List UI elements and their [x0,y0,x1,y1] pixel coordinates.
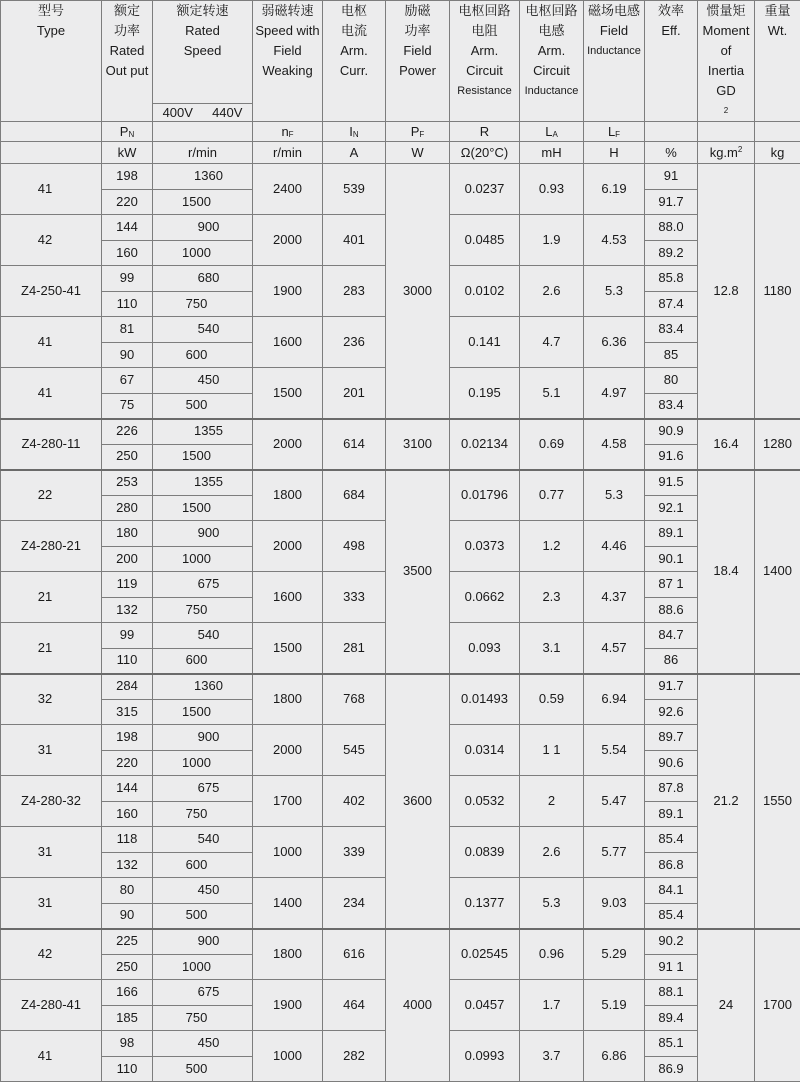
col-field-inductance-header: 磁场电感 Field Inductance [584,1,645,122]
rated-power-cell: 90 [102,342,153,368]
rated-speed-cell: 1355 [153,419,253,445]
rated-power-cell: 220 [102,750,153,776]
field-inductance-cell: 4.53 [584,215,645,266]
sym-resistance: R [450,122,520,142]
col-speed-header: 额定转速 Rated Speed [153,1,253,104]
table-row [1,470,800,496]
efficiency-cell: 85.8 [645,266,698,292]
arm-inductance-cell: 0.77 [520,470,584,521]
arm-current-cell: 333 [323,572,386,623]
field-weak-speed-cell: 1800 [253,674,323,725]
sym-weight [755,122,800,142]
type-suffix-cell: 42 [1,215,102,266]
rated-speed-cell: 1000 [153,546,253,572]
rated-power-cell: 280 [102,495,153,521]
field-weak-speed-cell: 1500 [253,623,323,674]
rated-power-cell: 160 [102,240,153,266]
unit-resistance: Ω(20°C) [450,142,520,164]
field-weak-speed-cell: 1900 [253,980,323,1031]
arm-current-cell: 282 [323,1031,386,1082]
arm-current-cell: 545 [323,725,386,776]
field-inductance-cell: 9.03 [584,878,645,929]
arm-current-cell: 401 [323,215,386,266]
efficiency-cell: 80 [645,368,698,394]
arm-inductance-cell: 2.6 [520,266,584,317]
rated-speed-cell: 1355 [153,470,253,496]
arm-current-cell: 339 [323,827,386,878]
resistance-cell: 0.0662 [450,572,520,623]
arm-current-cell: 768 [323,674,386,725]
sym-field-inductance: LF [584,122,645,142]
arm-current-cell: 684 [323,470,386,521]
rated-power-cell: 98 [102,1031,153,1057]
field-inductance-cell: 5.3 [584,470,645,521]
field-weak-speed-cell: 1000 [253,827,323,878]
resistance-cell: 0.02545 [450,929,520,980]
unit-power: kW [102,142,153,164]
arm-inductance-cell: 5.3 [520,878,584,929]
arm-current-cell: 201 [323,368,386,419]
field-weak-speed-cell: 1000 [253,1031,323,1082]
efficiency-cell: 88.0 [645,215,698,241]
resistance-cell: 0.141 [450,317,520,368]
arm-current-cell: 236 [323,317,386,368]
rated-speed-cell: 1000 [153,750,253,776]
resistance-cell: 0.0314 [450,725,520,776]
type-suffix-cell: 22 [1,470,102,521]
rated-speed-cell: 675 [153,776,253,802]
resistance-cell: 0.02134 [450,419,520,470]
sym-type [1,122,102,142]
model-cell: Z4-250-41 [1,266,102,317]
field-power-cell: 4000 [386,929,450,1082]
rated-speed-cell: 750 [153,1005,253,1031]
rated-power-cell: 144 [102,215,153,241]
rated-power-cell: 144 [102,776,153,802]
efficiency-cell: 85 [645,342,698,368]
unit-field-weak: r/min [253,142,323,164]
rated-speed-cell: 900 [153,521,253,547]
table-body [1,164,800,1082]
efficiency-cell: 90.6 [645,750,698,776]
table-header [1,1,800,164]
rated-power-cell: 132 [102,597,153,623]
resistance-cell: 0.0373 [450,521,520,572]
resistance-cell: 0.0839 [450,827,520,878]
model-cell: Z4-280-32 [1,776,102,827]
type-suffix-cell: 41 [1,368,102,419]
rated-speed-cell: 750 [153,597,253,623]
field-weak-speed-cell: 1600 [253,317,323,368]
col-weight-header: 重量 Wt. [755,1,800,122]
rated-power-cell: 67 [102,368,153,394]
field-weak-speed-cell: 1800 [253,470,323,521]
field-inductance-cell: 4.37 [584,572,645,623]
rated-power-cell: 118 [102,827,153,853]
voltage-400v-label: 400V [163,105,193,121]
efficiency-cell: 89.1 [645,521,698,547]
rated-power-cell: 110 [102,1056,153,1082]
field-power-cell: 3500 [386,470,450,674]
field-inductance-cell: 4.58 [584,419,645,470]
rated-speed-cell: 600 [153,648,253,674]
field-weak-speed-cell: 1700 [253,776,323,827]
sym-efficiency [645,122,698,142]
arm-inductance-cell: 1.9 [520,215,584,266]
model-cell: Z4-280-21 [1,521,102,572]
field-weak-speed-cell: 2000 [253,215,323,266]
unit-field-power: W [386,142,450,164]
arm-inductance-cell: 3.7 [520,1031,584,1082]
model-cell: Z4-280-41 [1,980,102,1031]
rated-speed-cell: 540 [153,827,253,853]
resistance-cell: 0.0102 [450,266,520,317]
rated-speed-cell: 600 [153,852,253,878]
efficiency-cell: 91.5 [645,470,698,496]
efficiency-cell: 84.7 [645,623,698,649]
arm-current-cell: 283 [323,266,386,317]
rated-power-cell: 99 [102,623,153,649]
arm-inductance-cell: 1.7 [520,980,584,1031]
rated-power-cell: 284 [102,674,153,700]
efficiency-cell: 83.4 [645,393,698,419]
rated-power-cell: 250 [102,444,153,470]
table-row [1,929,800,955]
type-suffix-cell: 32 [1,674,102,725]
rated-speed-cell: 900 [153,929,253,955]
col-power-header: 额定 功率 Rated Out put [102,1,153,122]
arm-current-cell: 498 [323,521,386,572]
resistance-cell: 0.195 [450,368,520,419]
field-weak-speed-cell: 2000 [253,521,323,572]
efficiency-cell: 88.1 [645,980,698,1006]
rated-power-cell: 200 [102,546,153,572]
efficiency-cell: 89.4 [645,1005,698,1031]
rated-speed-cell: 600 [153,342,253,368]
efficiency-cell: 92.1 [645,495,698,521]
type-suffix-cell: 41 [1,164,102,215]
rated-power-cell: 110 [102,648,153,674]
col-field-power-header: 励磁 功率 Field Power [386,1,450,122]
rated-speed-cell: 540 [153,623,253,649]
resistance-cell: 0.0457 [450,980,520,1031]
rated-speed-cell: 750 [153,801,253,827]
type-suffix-cell: 41 [1,1031,102,1082]
type-suffix-cell: 31 [1,827,102,878]
voltage-440v-label: 440V [212,105,242,121]
rated-power-cell: 81 [102,317,153,343]
resistance-cell: 0.0993 [450,1031,520,1082]
field-weak-speed-cell: 1500 [253,368,323,419]
rated-speed-cell: 450 [153,878,253,904]
efficiency-cell: 86.8 [645,852,698,878]
field-weak-speed-cell: 1800 [253,929,323,980]
col-current-header: 电枢 电流 Arm. Curr. [323,1,386,122]
unit-speed: r/min [153,142,253,164]
field-inductance-cell: 6.94 [584,674,645,725]
sym-speed [153,122,253,142]
field-weak-speed-cell: 2000 [253,725,323,776]
rated-speed-cell: 1500 [153,495,253,521]
arm-inductance-cell: 1.2 [520,521,584,572]
unit-weight: kg [755,142,800,164]
rated-power-cell: 198 [102,164,153,190]
arm-current-cell: 539 [323,164,386,215]
field-inductance-cell: 5.47 [584,776,645,827]
type-suffix-cell: 21 [1,572,102,623]
field-inductance-cell: 4.97 [584,368,645,419]
field-inductance-cell: 6.36 [584,317,645,368]
field-inductance-cell: 5.29 [584,929,645,980]
efficiency-cell: 85.4 [645,827,698,853]
field-weak-speed-cell: 1400 [253,878,323,929]
efficiency-cell: 86 [645,648,698,674]
col-type-header: 型号 Type [1,1,102,122]
type-suffix-cell: 42 [1,929,102,980]
efficiency-cell: 91 1 [645,954,698,980]
type-suffix-cell: 41 [1,317,102,368]
arm-inductance-cell: 2.3 [520,572,584,623]
rated-speed-cell: 675 [153,980,253,1006]
unit-inertia: $kg.m^2$ [698,142,755,164]
sym-current: IN [323,122,386,142]
inertia-cell: 12.8 [698,164,755,419]
resistance-cell: 0.0532 [450,776,520,827]
arm-inductance-cell: 0.93 [520,164,584,215]
efficiency-cell: 91.7 [645,674,698,700]
arm-inductance-cell: 5.1 [520,368,584,419]
rated-speed-cell: 1000 [153,240,253,266]
efficiency-cell: 90.1 [645,546,698,572]
arm-inductance-cell: 2.6 [520,827,584,878]
efficiency-cell: 90.9 [645,419,698,445]
resistance-cell: 0.1377 [450,878,520,929]
efficiency-cell: 92.6 [645,699,698,725]
field-inductance-cell: 5.54 [584,725,645,776]
sym-power: PN [102,122,153,142]
rated-power-cell: 315 [102,699,153,725]
inertia-cell: 21.2 [698,674,755,929]
rated-speed-cell: 900 [153,725,253,751]
unit-arm-inductance: mH [520,142,584,164]
field-inductance-cell: 4.57 [584,623,645,674]
voltage-subheader [153,104,253,122]
rated-power-cell: 253 [102,470,153,496]
col-field-weak-header: 弱磁转速 Speed with Field Weaking [253,1,323,122]
sym-field-weak: nF [253,122,323,142]
table-row [1,674,800,700]
weight-cell: 1180 [755,164,800,419]
weight-cell: 1400 [755,470,800,674]
field-inductance-cell: 4.46 [584,521,645,572]
rated-speed-cell: 1360 [153,164,253,190]
field-inductance-cell: 6.86 [584,1031,645,1082]
efficiency-cell: 89.7 [645,725,698,751]
resistance-cell: 0.0237 [450,164,520,215]
efficiency-cell: 87.4 [645,291,698,317]
efficiency-cell: 91.7 [645,189,698,215]
efficiency-cell: 91.6 [645,444,698,470]
rated-power-cell: 225 [102,929,153,955]
arm-current-cell: 234 [323,878,386,929]
field-inductance-cell: 5.3 [584,266,645,317]
efficiency-cell: 87 1 [645,572,698,598]
efficiency-cell: 83.4 [645,317,698,343]
unit-efficiency: % [645,142,698,164]
rated-power-cell: 220 [102,189,153,215]
rated-speed-cell: 1360 [153,674,253,700]
resistance-cell: 0.0485 [450,215,520,266]
rated-speed-cell: 750 [153,291,253,317]
resistance-cell: 0.093 [450,623,520,674]
rated-power-cell: 99 [102,266,153,292]
rated-speed-cell: 540 [153,317,253,343]
efficiency-cell: 88.6 [645,597,698,623]
rated-power-cell: 90 [102,903,153,929]
field-weak-speed-cell: 2000 [253,419,323,470]
rated-power-cell: 166 [102,980,153,1006]
efficiency-cell: 85.4 [645,903,698,929]
unit-field-inductance: H [584,142,645,164]
model-cell: Z4-280-11 [1,419,102,470]
efficiency-cell: 85.1 [645,1031,698,1057]
weight-cell: 1280 [755,419,800,470]
rated-power-cell: 110 [102,291,153,317]
arm-current-cell: 281 [323,623,386,674]
col-inertia-header: 惯量矩 Moment of Inertia GD 2 [698,1,755,122]
efficiency-cell: 89.1 [645,801,698,827]
rated-speed-cell: 500 [153,393,253,419]
rated-power-cell: 75 [102,393,153,419]
sym-field-power: PF [386,122,450,142]
rated-speed-cell: 1500 [153,444,253,470]
arm-inductance-cell: 2 [520,776,584,827]
arm-current-cell: 614 [323,419,386,470]
field-weak-speed-cell: 2400 [253,164,323,215]
arm-current-cell: 464 [323,980,386,1031]
sym-arm-inductance: LA [520,122,584,142]
rated-power-cell: 160 [102,801,153,827]
field-inductance-cell: 6.19 [584,164,645,215]
table-row [1,164,800,190]
field-power-cell: 3600 [386,674,450,929]
field-weak-speed-cell: 1900 [253,266,323,317]
rated-speed-cell: 900 [153,215,253,241]
rated-speed-cell: 450 [153,1031,253,1057]
field-weak-speed-cell: 1600 [253,572,323,623]
rated-power-cell: 132 [102,852,153,878]
table-row [1,419,800,445]
inertia-cell: 24 [698,929,755,1082]
inertia-cell: 16.4 [698,419,755,470]
weight-cell: 1550 [755,674,800,929]
rated-power-cell: 80 [102,878,153,904]
resistance-cell: 0.01493 [450,674,520,725]
rated-speed-cell: 500 [153,903,253,929]
rated-power-cell: 185 [102,1005,153,1031]
rated-speed-cell: 675 [153,572,253,598]
efficiency-cell: 90.2 [645,929,698,955]
rated-speed-cell: 1500 [153,189,253,215]
arm-inductance-cell: 4.7 [520,317,584,368]
rated-power-cell: 180 [102,521,153,547]
field-power-cell: 3000 [386,164,450,419]
arm-current-cell: 402 [323,776,386,827]
field-inductance-cell: 5.19 [584,980,645,1031]
field-inductance-cell: 5.77 [584,827,645,878]
col-arm-inductance-header: 电枢回路 电感 Arm. Circuit Inductance [520,1,584,122]
field-power-cell: 3100 [386,419,450,470]
inertia-cell: 18.4 [698,470,755,674]
rated-power-cell: 226 [102,419,153,445]
col-resistance-header: 电枢回路 电阻 Arm. Circuit Resistance [450,1,520,122]
arm-inductance-cell: 3.1 [520,623,584,674]
efficiency-cell: 91 [645,164,698,190]
unit-current: A [323,142,386,164]
rated-speed-cell: 1000 [153,954,253,980]
col-efficiency-header: 效率 Eff. [645,1,698,122]
rated-speed-cell: 1500 [153,699,253,725]
resistance-cell: 0.01796 [450,470,520,521]
weight-cell: 1700 [755,929,800,1082]
arm-inductance-cell: 1 1 [520,725,584,776]
type-suffix-cell: 31 [1,878,102,929]
arm-inductance-cell: 0.69 [520,419,584,470]
rated-speed-cell: 680 [153,266,253,292]
rated-power-cell: 119 [102,572,153,598]
efficiency-cell: 84.1 [645,878,698,904]
arm-inductance-cell: 0.59 [520,674,584,725]
sym-inertia [698,122,755,142]
unit-type [1,142,102,164]
rated-speed-cell: 500 [153,1056,253,1082]
rated-power-cell: 250 [102,954,153,980]
arm-inductance-cell: 0.96 [520,929,584,980]
rated-speed-cell: 450 [153,368,253,394]
arm-current-cell: 616 [323,929,386,980]
type-suffix-cell: 31 [1,725,102,776]
efficiency-cell: 86.9 [645,1056,698,1082]
efficiency-cell: 87.8 [645,776,698,802]
type-suffix-cell: 21 [1,623,102,674]
efficiency-cell: 89.2 [645,240,698,266]
rated-power-cell: 198 [102,725,153,751]
